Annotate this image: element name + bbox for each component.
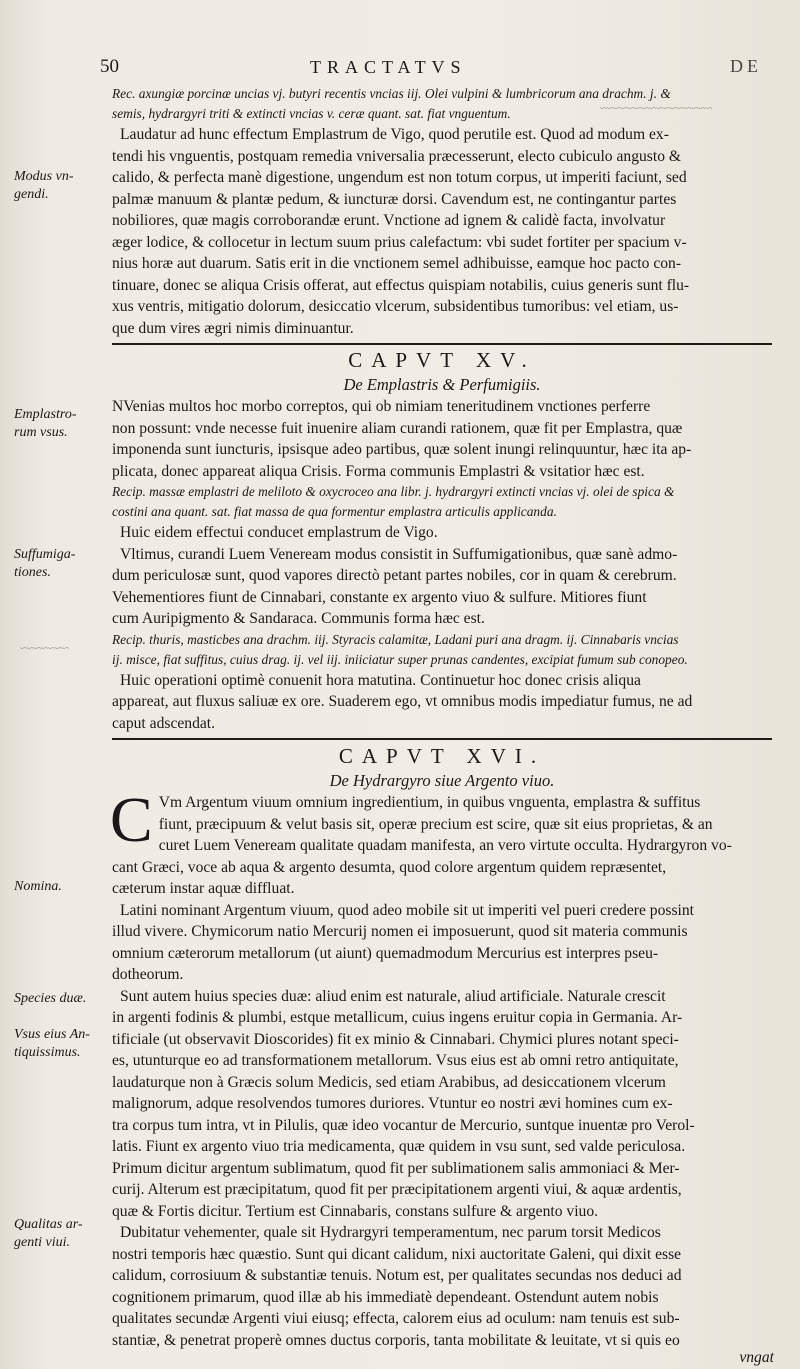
text-line: cant Græci, voce ab aqua & argento desumta, quod colore argentum quidem repræsentet, <box>112 858 667 876</box>
page-footer <box>0 1345 800 1369</box>
running-title-corner: DE <box>730 56 762 76</box>
text-line: tra corpus tum intra, vt in Pilulis, quæ ideo vocantur de Mercurio, suntque inuentæ pro Verol- <box>112 1116 695 1134</box>
text-line: Latini nominant Argentum viuum, quod adeo mobile sit ut imperiti vel pueri credere possint <box>120 901 694 919</box>
text-line: Primum dicitur argentum sublimatum, quod fit per sublimationem salis ammoniaci & Mer- <box>112 1159 680 1177</box>
text-line: Vm Argentum viuum omnium ingredientium, in quibus vnguenta, emplastra & suffitus <box>158 794 701 811</box>
text-line: dotheorum. <box>112 966 184 983</box>
show-through-text: ~~~~~~~~~~~~~~~~ <box>600 100 713 115</box>
text-line: Huic operationi optimè conuenit hora matutina. Continuetur hoc donec crisis aliqua <box>120 671 641 689</box>
text-line: non possunt: vnde necesse fuit inuenire aliam curandi rationem, quæ fit per Emplastra, quæ <box>112 419 683 437</box>
text-line: Vltimus, curandi Luem Veneream modus consistit in Suffumigationibus, quæ sanè admo- <box>120 545 678 563</box>
text-line: NVenias multos hoc morbo correptos, qui ob nimiam teneritudinem vnctiones perferre <box>112 398 651 415</box>
text-line: illud vivere. Chymicorum natio Mercurij nomen ei imposuerunt, quod sit materia communis <box>112 923 688 940</box>
text-line: quæ & Fortis dicitur. Tertium est Cinnabaris, constans sulfure & argento viuo. <box>112 1202 599 1220</box>
text-line: Vehementiores fiunt de Cinnabari, constante ex argento viuo & sulfure. Mitiores fiunt <box>112 588 647 606</box>
text-line: que dum vires ægri nimis diminuantur. <box>112 319 354 337</box>
text-line: laudaturque non à Græcis solum Medicis, sed etiam Arabibus, ad desiccationem vlcerum <box>112 1073 666 1091</box>
margin-note-species: Species duæ. <box>14 991 87 1006</box>
recipe-line: semis, hydrargyri triti & extincti vncias v. ceræ quant. sat. fiat vnguentum. <box>112 106 511 121</box>
page-header <box>100 56 770 84</box>
running-title: TRACTATVS <box>310 57 467 77</box>
text-line: caput adscendat. <box>112 714 216 732</box>
chapter-subtitle: De Hydrargyro siue Argento viuo. <box>329 771 555 790</box>
margin-note-suffumigationes: Suffumiga- tiones. <box>14 547 76 580</box>
chapter-16 <box>112 742 772 1351</box>
text-line: xus ventris, mitigatio dolorum, desiccatio vlcerum, subsidentibus tumoribus: vel etiam, us- <box>112 298 679 315</box>
top-section <box>112 84 772 351</box>
recipe-line: costini ana quant. sat. fiat massa de qua formentur emplastra articulis applicanda. <box>112 504 557 519</box>
text-line: nostri temporis hæc quæstio. Sunt qui dicant calidum, nixi auctoritate Galeni, qui dixit esse <box>112 1245 682 1263</box>
recipe-line: Rec. axungiæ porcinæ uncias vj. butyri recentis vncias iij. Olei vulpini & lumbricorum ana drachm. j. & <box>112 86 671 101</box>
recipe-line: ij. misce, fiat suffitus, cuius drag. ij. vel iij. iniiciatur super prunas candentes, excipiat fumum sub conopeo. <box>112 651 688 667</box>
text-line: curet Luem Veneream qualitate quadam manifesta, an vero virtute occulta. Hydrargyron vo- <box>158 837 732 854</box>
text-line: nius horæ aut duarum. Satis erit in die vnctionem semel adhibuisse, eamque hoc pacto con- <box>112 255 682 272</box>
recipe-line: Recip. thuris, masticbes ana drachm. iij. Styracis calamitæ, Ladani puri ana dragm. ij. Cinnabaris vncias <box>112 631 679 647</box>
text-line: plicata, donec appareat aliqua Crisis. Forma communis Emplastri & vsitatior hæc est. <box>112 462 645 480</box>
section-divider <box>112 343 772 345</box>
chapter-15 <box>112 346 772 746</box>
text-line: es, utunturque eo ad transformationem metallorum. Vsus eius est ab omni retro antiquitate, <box>112 1052 679 1069</box>
text-line: appareat, aut fluxus saliuæ ex ore. Suaderem ego, vt omnibus modis impediatur fumus, ne ad <box>112 693 693 710</box>
text-line: calido, & perfecta manè digestione, ungendum est non totum corpus, ut imperiti faciunt, sed <box>112 169 687 186</box>
margin-note-modus: Modus vn- gendi. <box>14 169 74 202</box>
recipe-line: Recip. massæ emplastri de meliloto & oxycroceo ana libr. j. hydrargyri extincti vncias vj. olei de spica & <box>112 484 675 499</box>
text-line: tendi his vnguentis, postquam remedia vniversalia præcesserunt, electo cubiculo angusto & <box>112 147 682 165</box>
text-line: palmæ manuum & plantæ pedum, & iuncturæ dorsi. Cavendum est, ne contingantur partes <box>112 190 677 208</box>
margin-note-qualitas: Qualitas ar- genti viui. <box>14 1217 83 1250</box>
margin-note-usus: Vsus eius An- tiquissimus. <box>14 1027 90 1060</box>
text-line: tificiale (ut observavit Dioscorides) fit ex minio & Cinnabari. Chymici plures notant speci- <box>112 1030 679 1048</box>
text-line: latis. Fiunt ex argento viuo tria medicamenta, quæ quidem in vsu sunt, sed valde periculosa. <box>112 1138 686 1155</box>
text-line: stantiæ, & penetrat properè omnes ductus corporis, tanta mobilitate & leuitate, vt si quis eo <box>112 1331 680 1349</box>
show-through-text: ~~~~~~~ <box>20 640 70 655</box>
text-line: æger lodice, & collocetur in lectum suum prius calefactum: vbi sudet fortiter per spacium v- <box>112 233 687 251</box>
text-line: Sunt autem huius species duæ: aliud enim est naturale, aliud artificiale. Naturale crescit <box>120 987 666 1005</box>
drop-cap: C <box>110 784 153 855</box>
text-line: cum Auripigmento & Sandaraca. Communis forma hæc est. <box>112 610 485 627</box>
text-line: curij. Alterum est præcipitatum, quod fit per præcipitationem argenti viui, & aquæ ardentis, <box>112 1181 682 1198</box>
text-line: Huic eidem effectui conducet emplastrum de Vigo. <box>120 524 438 541</box>
text-line: Dubitatur vehementer, quale sit Hydrargyri temperamentum, nec parum torsit Medicos <box>120 1224 661 1241</box>
text-line: cognitionem primarum, quod illæ ab his immediatè dependeant. Ostendunt autem nobis <box>112 1288 659 1306</box>
text-line: imponenda sunt iuncturis, ipsisque adeo partibus, quæ solent inungi relinquuntur, hæc ita ap- <box>112 441 692 458</box>
page-number: 50 <box>100 56 119 77</box>
text-line: Laudatur ad hunc effectum Emplastrum de Vigo, quod perutile est. Quod ad modum ex- <box>120 126 669 143</box>
text-line: qualitates secundæ Argenti viui eiusq; effecta, calorem eius ad oculum: nam tenuis est sub- <box>112 1310 680 1327</box>
section-divider <box>112 738 772 740</box>
text-line: malignorum, adque resolvendos tumores duriores. Vtuntur eo nostri ævi homines cum ex- <box>112 1095 673 1112</box>
text-line: nobiliores, quæ magis corroborandæ erunt. Vnctione ad ignem & calidè facta, involvatur <box>112 212 666 229</box>
chapter-subtitle: De Emplastris & Perfumigiis. <box>343 375 541 394</box>
text-line: in argenti fodinis & plumbi, estque metallicum, cuius ingens eruitur copia in Germania. Ar- <box>112 1009 683 1026</box>
text-line: cæterum instar aquæ diffluat. <box>112 880 295 897</box>
margin-note-emplastrorum: Emplastro- rum vsus. <box>14 407 77 440</box>
chapter-heading: CAPVT XVI. <box>338 744 546 768</box>
text-line: tinuare, donec se aliqua Crisis offerat, aut effectus quispiam notabilis, cuius generis sunt flu- <box>112 276 690 294</box>
text-line: omnium cæterorum metallorum (ut aiunt) quemadmodum Mercurius est interpres pseu- <box>112 944 659 962</box>
margin-note-nomina: Nomina. <box>14 879 62 894</box>
text-line: calidum, corrosiuum & substantiæ tenuis. Notum est, per qualitates secundas nos deduci ad <box>112 1267 682 1284</box>
catchword: vngat <box>739 1349 774 1366</box>
text-line: fiunt, præcipuum & velut basis sit, operæ precium est scire, quæ sit eius proprietas, & an <box>158 815 713 833</box>
chapter-heading: CAPVT XV. <box>348 348 536 372</box>
text-line: dum periculosæ sunt, quod vapores directò petant partes nobiles, cor in quam & cerebrum. <box>112 567 677 584</box>
